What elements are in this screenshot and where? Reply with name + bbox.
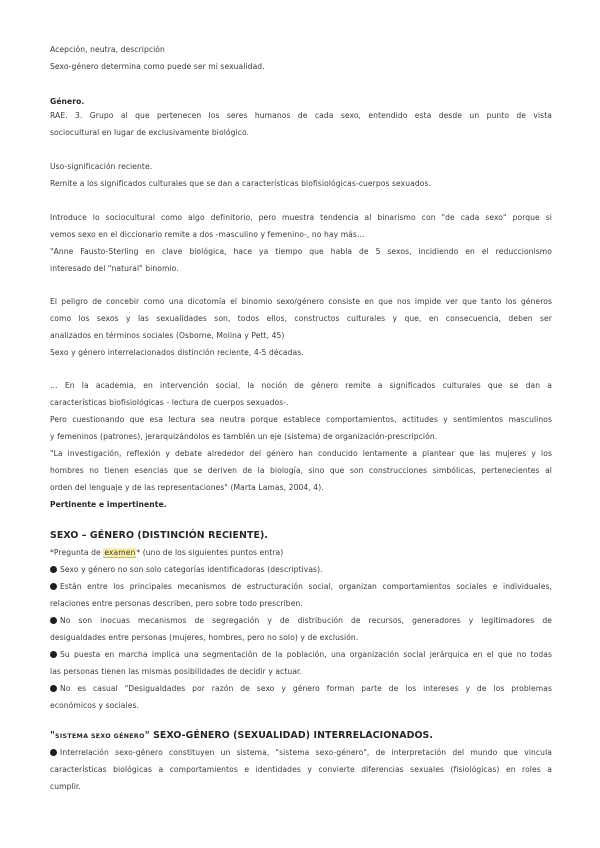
bullet-icon — [50, 651, 57, 658]
peligro-block — [50, 293, 552, 361]
text-line: analizados en términos sociales (Osborne, Molina y Pett, 45) — [50, 331, 285, 340]
bullet-text: Están entre los principales mecanismos de estructuración social, organizan comportamientos sociales e individuales, — [60, 582, 552, 591]
small-caps-term: SISTEMA SEXO GÉNERO — [54, 733, 145, 740]
sistema-block — [50, 727, 552, 795]
intro-line: Acepción, neutra, descripción — [50, 45, 165, 54]
exam-note-suffix: * (uno de los siguientes puntos entra) — [136, 548, 284, 557]
bullet-icon — [50, 685, 57, 692]
text-line: características biológicas a comportamientos e identidades y convierte diferencias sexuales (fisiológicas) en roles a — [50, 765, 552, 774]
section-heading — [50, 727, 552, 744]
exam-note-prefix: *Pregunta de — [50, 548, 104, 557]
text-line: las personas tienen las mismas posibilidades de decidir y actuar. — [50, 667, 303, 676]
intro-line: Sexo-género determina como puede ser mi sexualidad. — [50, 62, 265, 71]
sociocultural-block — [50, 209, 552, 277]
bullet-text: Sexo y género no son solo categorías identificadoras (descriptivas). — [60, 565, 323, 574]
text-line: Introduce lo sociocultural como algo definitorio, pero muestra tendencia al binarismo con "de cada sexo" porque si — [50, 213, 552, 222]
text-line: Sexo y género interrelacionados distinción reciente, 4-5 décadas. — [50, 348, 304, 357]
text-line: "La investigación, reflexión y debate alrededor del género han conducido lentamente a plantear que las mujeres y los — [50, 449, 552, 458]
bullet-icon — [50, 583, 57, 590]
bullet-icon — [50, 749, 57, 756]
bullet-item — [50, 646, 552, 663]
text-line: cumplir. — [50, 782, 81, 791]
text-line: Uso-significación reciente. — [50, 162, 153, 171]
text-line: desigualdades entre personas (mujeres, hombres, pero no solo) y de exclusión. — [50, 633, 359, 642]
bullet-item — [50, 561, 552, 578]
bullet-item — [50, 744, 552, 761]
text-line: económicos y sociales. — [50, 701, 140, 710]
bullet-text: No son inocuas mecanismos de segregación y de distribución de recursos, generadores y legitimadores de — [60, 616, 552, 625]
heading-text: SEXO-GÉNERO (SEXUALIDAD) INTERRELACIONADOS. — [149, 730, 434, 741]
text-line: características biofisiológicas - lectura de cuerpos sexuados-. — [50, 398, 289, 407]
bullet-item — [50, 578, 552, 595]
text-line: como los sexos y las sexualidades son, todos ellos, constructos culturales y que, en consecuencia, deben ser — [50, 314, 552, 323]
text-line: y femeninos (patrones), jerarquizándolos es también un eje (sistema) de organización-prescripción. — [50, 432, 438, 441]
bullet-text: Interrelación sexo-género constituyen un sistema, "sistema sexo-género", de interpretación del mundo que vincula — [60, 748, 552, 757]
sexo-genero-block — [50, 527, 552, 714]
text-line: … En la academia, en intervención social, la noción de género remite a significados culturales que se dan a — [50, 381, 552, 390]
text-line: relaciones entre personas describen, pero sobre todo prescriben. — [50, 599, 303, 608]
section-heading: Pertinente e impertinente. — [50, 500, 167, 509]
text-line: vemos sexo en el diccionario remite a dos -masculino y femenino-, no hay más… — [50, 230, 365, 239]
text-line: El peligro de concebir como una dicotomía el binomio sexo/género consiste en que nos impide ver que tanto los géneros — [50, 297, 552, 306]
text-line: "Anne Fausto-Sterling en clave biológica, hace ya tiempo que habla de 5 sexos, incidiendo en el reduccionismo — [50, 247, 552, 256]
section-heading: Género. — [50, 97, 85, 106]
text-line: Pero cuestionando que esa lectura sea neutra porque establece comportamientos, actitudes y sentimientos masculinos — [50, 415, 552, 424]
exam-highlight: examen — [104, 548, 136, 557]
bullet-item — [50, 680, 552, 697]
bullet-text: No es casual "Desigualdades por razón de sexo y género forman parte de los intereses y de los problemas — [60, 684, 552, 693]
text-line: sociocultural en lugar de exclusivamente biológico. — [50, 128, 250, 137]
bullet-icon — [50, 617, 57, 624]
text-line: RAE. 3. Grupo al que pertenecen los seres humanos de cada sexo, entendido esta desde un punto de vista — [50, 111, 552, 120]
quote-mark: " — [50, 730, 55, 741]
text-line: interesado del "natural" binomio. — [50, 264, 179, 273]
text-line: Remite a los significados culturales que se dan a características biofisiológicas-cuerpos sexuados. — [50, 179, 431, 188]
text-line: orden del lenguaje y de las representaciones" (Marta Lamas, 2004, 4). — [50, 483, 324, 492]
exam-note — [50, 544, 552, 561]
bullet-item — [50, 612, 552, 629]
text-line: hombres no tienen esencias que se deriven de la biología, sino que son construcciones simbólicas, pertenecientes al — [50, 466, 552, 475]
quote-mark: " — [144, 730, 150, 741]
section-heading: SEXO – GÉNERO (DISTINCIÓN RECIENTE). — [50, 530, 269, 541]
intro-block — [50, 41, 552, 75]
bullet-icon — [50, 566, 57, 573]
bullet-text: Su puesta en marcha implica una segmentación de la población, una organización social jerárquica en el que no todas — [60, 650, 552, 659]
uso-block — [50, 158, 552, 192]
academia-block — [50, 377, 552, 513]
rae-definition — [50, 107, 552, 141]
